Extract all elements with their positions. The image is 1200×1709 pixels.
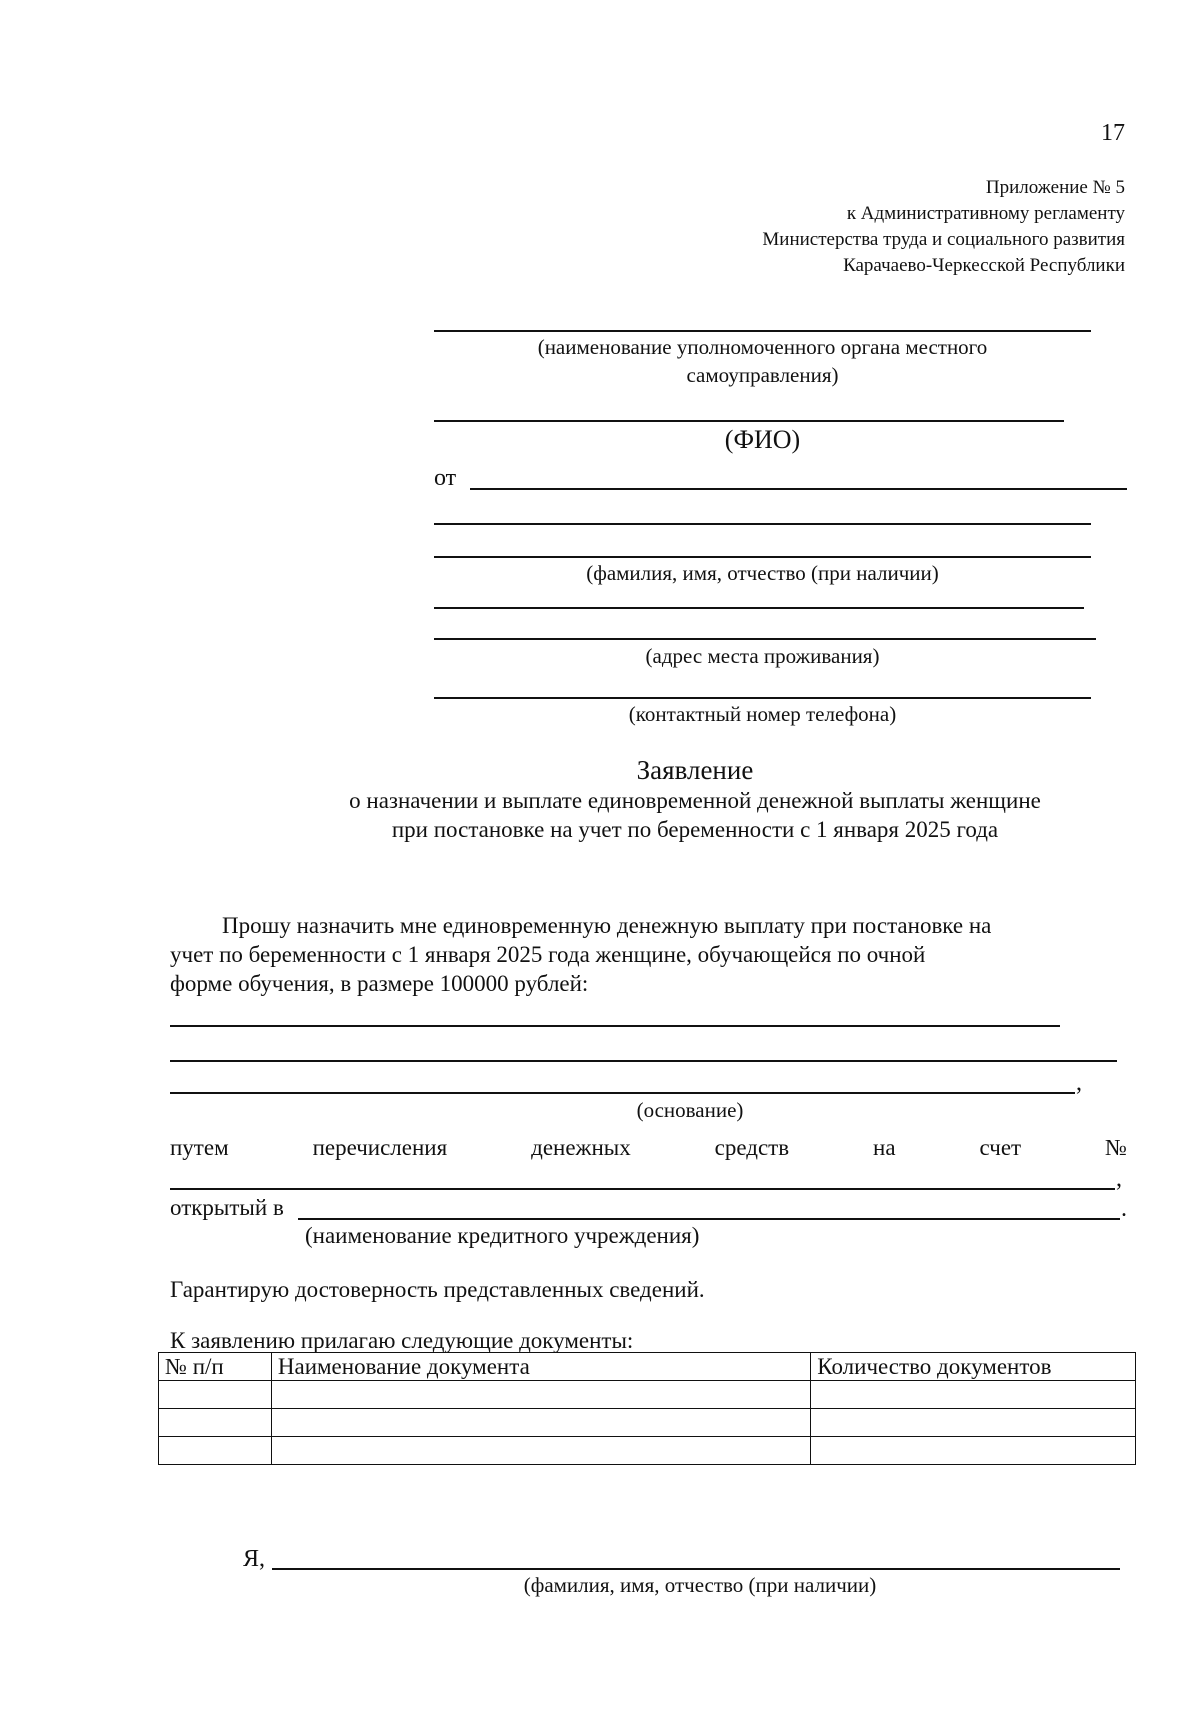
basis-line-1[interactable]: [170, 1025, 1060, 1027]
organ-name-line[interactable]: [434, 330, 1091, 332]
account-number-line[interactable]: [170, 1188, 1115, 1190]
request-line-1: Прошу назначить мне единовременную денежную выплату при постановке на: [222, 913, 992, 938]
appendix-line-4: Карачаево-Черкесской Республики: [843, 255, 1125, 276]
table-row: [159, 1437, 1136, 1465]
from-line-3[interactable]: [434, 556, 1091, 558]
phone-caption: (контактный номер телефона): [628, 702, 897, 726]
guarantee-text: Гарантирую достоверность представленных сведений.: [170, 1277, 705, 1302]
from-label: от: [434, 465, 457, 491]
request-line-2: учет по беременности с 1 января 2025 года женщине, обучающейся по очной: [170, 942, 926, 967]
transfer-word: путем: [170, 1135, 229, 1160]
organ-caption-2: самоуправления): [686, 363, 839, 387]
bank-name-line[interactable]: [298, 1218, 1120, 1220]
header-doc-name: Наименование документа: [271, 1353, 810, 1381]
appendix-block: [762, 175, 1125, 279]
appendix-line-1: Приложение № 5: [985, 177, 1125, 198]
transfer-word: средств: [714, 1135, 790, 1160]
from-line[interactable]: [470, 488, 1127, 490]
table-header-row: [159, 1353, 1136, 1381]
account-comma: ,: [1116, 1166, 1122, 1192]
signature-name-line[interactable]: [272, 1568, 1120, 1570]
signature-name-caption: (фамилия, имя, отчество (при наличии): [523, 1573, 877, 1597]
transfer-word: счет: [979, 1135, 1022, 1160]
transfer-word: на: [873, 1135, 896, 1160]
document-subtitle-2: при постановке на учет по беременности с 1 января 2025 года: [391, 817, 999, 842]
basis-comma: ,: [1076, 1070, 1082, 1096]
document-subtitle-1: о назначении и выплате единовременной денежной выплаты женщине: [349, 788, 1041, 813]
appendix-line-2: к Административному регламенту: [846, 203, 1125, 224]
organ-caption-1: (наименование уполномоченного органа местного: [537, 335, 988, 359]
table-cell[interactable]: [811, 1409, 1136, 1437]
fio-caption: (ФИО): [724, 425, 801, 454]
bank-period: .: [1121, 1196, 1127, 1222]
address-caption: (адрес места проживания): [645, 644, 880, 668]
table-cell[interactable]: [271, 1437, 810, 1465]
table-cell[interactable]: [159, 1409, 272, 1437]
transfer-word: перечисления: [312, 1135, 448, 1160]
phone-line[interactable]: [434, 697, 1091, 699]
request-line-3: форме обучения, в размере 100000 рублей:: [170, 971, 589, 996]
table-row: [159, 1409, 1136, 1437]
table-cell[interactable]: [159, 1437, 272, 1465]
header-number: № п/п: [159, 1353, 272, 1381]
address-line-1[interactable]: [434, 607, 1084, 609]
header-doc-count: Количество документов: [811, 1353, 1136, 1381]
basis-line-2[interactable]: [170, 1060, 1117, 1062]
transfer-line: [170, 1135, 1127, 1161]
table-cell[interactable]: [811, 1437, 1136, 1465]
transfer-word: денежных: [531, 1135, 631, 1160]
transfer-word: №: [1105, 1135, 1127, 1160]
page-number: 17: [1101, 120, 1125, 146]
table-cell[interactable]: [811, 1381, 1136, 1409]
from-line-2[interactable]: [434, 523, 1091, 525]
signature-ya-label: Я,: [243, 1546, 266, 1572]
fio-line[interactable]: [434, 420, 1064, 422]
attachments-intro: К заявлению прилагаю следующие документы:: [170, 1328, 634, 1353]
document-title: Заявление: [636, 755, 754, 785]
documents-table: [158, 1352, 1136, 1465]
bank-caption: (наименование кредитного учреждения): [305, 1223, 700, 1248]
applicant-name-caption: (фамилия, имя, отчество (при наличии): [586, 561, 939, 585]
table-cell[interactable]: [271, 1409, 810, 1437]
basis-caption: (основание): [636, 1098, 744, 1122]
address-line-2[interactable]: [434, 638, 1096, 640]
basis-line-3[interactable]: [170, 1092, 1075, 1094]
table-row: [159, 1381, 1136, 1409]
appendix-line-3: Министерства труда и социального развития: [762, 229, 1125, 250]
opened-in-label: открытый в: [170, 1195, 284, 1220]
table-cell[interactable]: [271, 1381, 810, 1409]
table-cell[interactable]: [159, 1381, 272, 1409]
